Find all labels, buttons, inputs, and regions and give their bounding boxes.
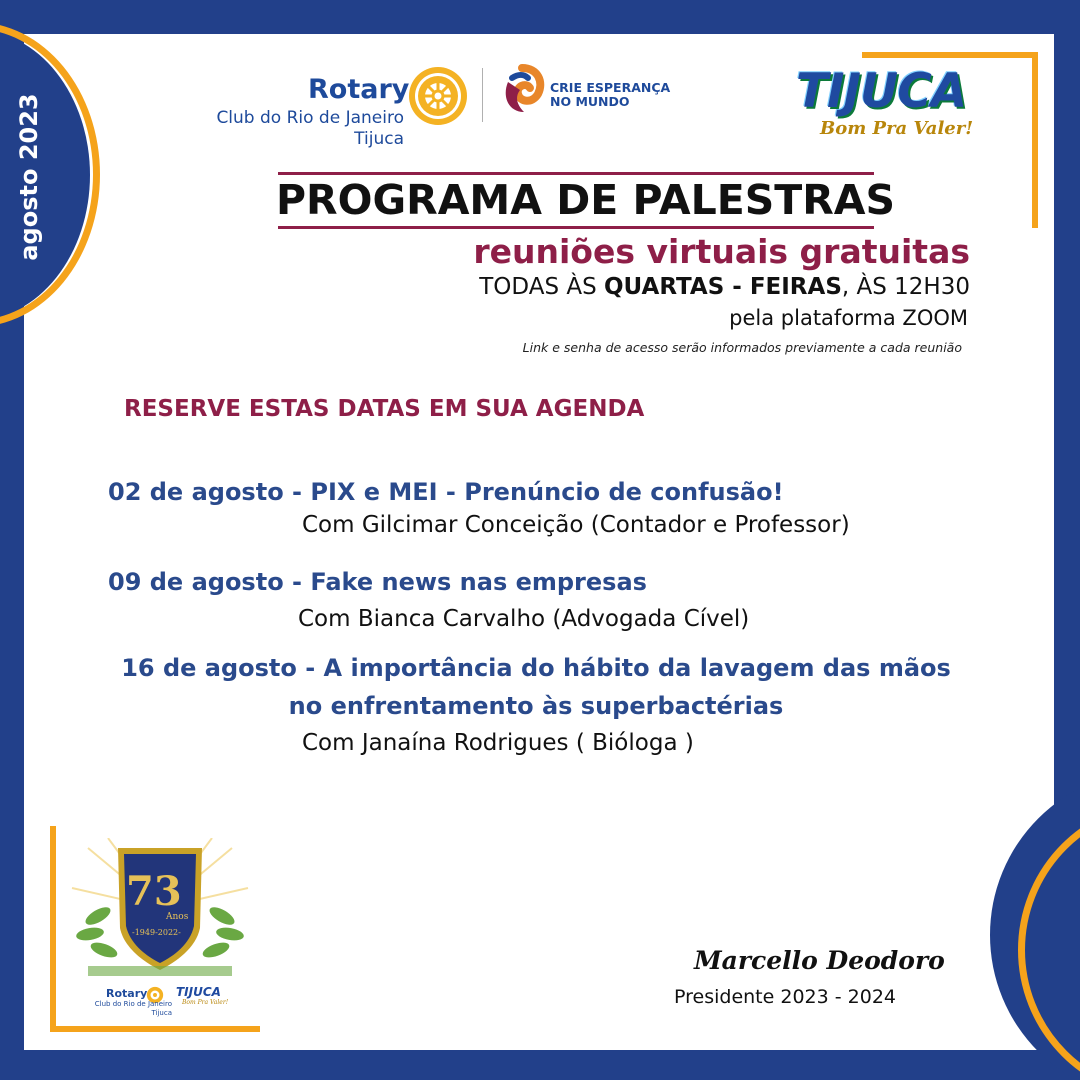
crie-logo-line1: CRIE ESPERANÇA: [550, 80, 671, 95]
talk-speaker: Com Bianca Carvalho (Advogada Cível): [298, 606, 750, 632]
page-title: PROGRAMA DE PALESTRAS: [276, 176, 896, 224]
president-role: Presidente 2023 - 2024: [674, 986, 896, 1008]
top-right-frame-side: [1032, 52, 1038, 228]
talk-title: 02 de agosto - PIX e MEI - Prenúncio de confusão!: [108, 478, 784, 506]
rotary-club-name: Club do Rio de Janeiro: [216, 108, 404, 128]
schedule-suffix: , ÀS 12H30: [841, 274, 970, 300]
badge-club-district: Tijuca: [151, 1009, 172, 1017]
hope-swirl-icon: [498, 64, 546, 116]
bottom-left-frame-bottom: [50, 1026, 260, 1032]
tijuca-logo-slogan: Bom Pra Valer!: [820, 118, 974, 139]
badge-rotary-word: Rotary: [106, 987, 148, 1000]
talk-speaker: Com Janaína Rodrigues ( Bióloga ): [302, 730, 694, 756]
crie-logo-line2: NO MUNDO: [550, 94, 630, 109]
rotary-wheel-icon: [406, 64, 470, 128]
anniversary-number: 73: [126, 868, 182, 915]
badge-club-name: Club do Rio de Janeiro: [94, 1000, 172, 1008]
schedule-prefix: TODAS ÀS: [479, 274, 604, 300]
talk-title-continued: no enfrentamento às superbactérias: [288, 692, 784, 720]
title-rule-bottom: [278, 226, 874, 229]
page-subtitle: reuniões virtuais gratuitas: [473, 232, 970, 271]
anniversary-years: -1949-2022-: [132, 928, 181, 937]
talk-title: 09 de agosto - Fake news nas empresas: [108, 568, 647, 596]
bottom-left-frame-side: [50, 826, 56, 1032]
president-signature: Marcello Deodoro: [694, 946, 945, 975]
talk-title: 16 de agosto - A importância do hábito da lavagem das mãos: [121, 654, 951, 682]
talk-speaker: Com Gilcimar Conceição (Contador e Professor): [302, 512, 850, 538]
top-right-frame-top: [862, 52, 1038, 58]
month-label-text: agosto 2023: [15, 93, 43, 261]
badge-tijuca-slogan: Bom Pra Valer!: [182, 999, 229, 1006]
reserve-heading: RESERVE ESTAS DATAS EM SUA AGENDA: [124, 396, 645, 422]
badge-tijuca-word: TIJUCA: [176, 985, 221, 999]
schedule-line: [400, 274, 970, 300]
rotary-logo-word: Rotary: [308, 74, 410, 105]
anniversary-label: Anos: [166, 912, 189, 922]
schedule-days: QUARTAS - FEIRAS: [604, 274, 842, 300]
tijuca-logo-word: TIJUCA: [796, 64, 967, 119]
access-note: Link e senha de acesso serão informados previamente a cada reunião: [522, 340, 962, 355]
rotary-club-district: Tijuca: [354, 129, 404, 149]
title-rule-top: [278, 172, 874, 175]
header-divider: [482, 68, 483, 122]
month-label: [4, 92, 54, 262]
platform-line: pela plataforma ZOOM: [729, 306, 968, 330]
